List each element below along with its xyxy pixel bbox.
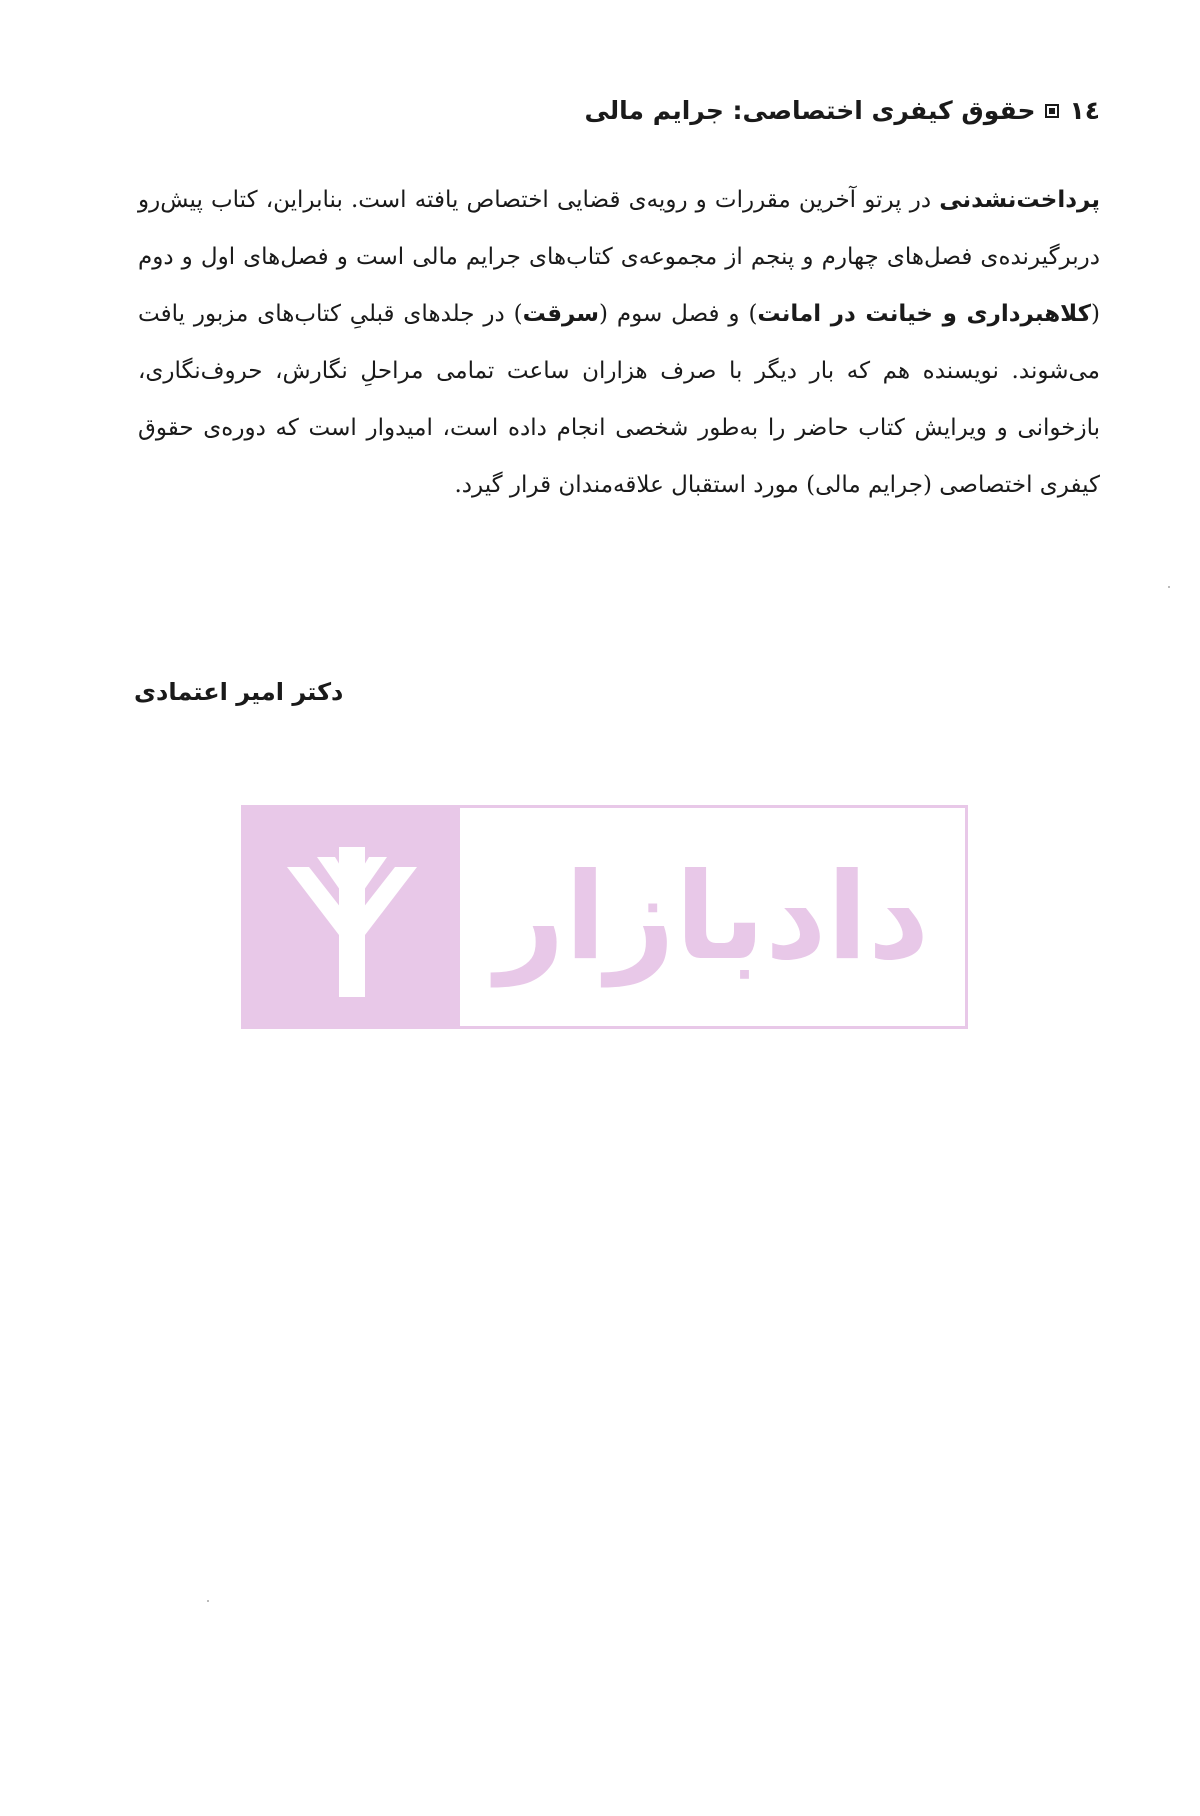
square-bullet-icon <box>1045 104 1059 118</box>
watermark <box>241 805 968 1029</box>
scan-speck <box>207 1600 209 1602</box>
dadbazar-logo-icon <box>277 827 427 1007</box>
watermark-logo-box <box>244 808 460 1026</box>
page-number: ١٤ <box>1069 96 1100 125</box>
page-header <box>584 96 1100 125</box>
text-run: ) در جلدهای قبلیِ کتاب‌های مزبور یافت می‌شوند. نویسنده هم که بار دیگر با صرف هزاران ساعت تمامی مراحلِ نگارش، حروف‌نگاری، بازخوانی و ویرایش کتاب حاضر را به‌طور شخصی انجام داده است، امیدوار است که دوره‌ی حقوق کیفری اختصاصی (جرایم مالی) مورد استقبال علاقه‌مندان قرار گیرد. <box>138 301 1100 498</box>
paragraph-text <box>138 172 1100 514</box>
watermark-text: دادبازار <box>495 847 930 987</box>
running-title: حقوق کیفری اختصاصی: جرایم مالی <box>584 96 1036 125</box>
scan-speck <box>1168 586 1170 588</box>
bold-term: کلاهبرداری و خیانت در امانت <box>757 301 1092 327</box>
text-run: در پرتو آخرین مقررات و رویه‌ی قضایی اختصاص یافته است. بنابراین، کتاب پیش‌رو دربرگیرنده‌ی فصل‌های چهارم و پنجم از مجموعه‌ی کتاب‌های جرایم مالی است و فصل‌های اول و دوم ( <box>138 187 1100 327</box>
author-signature: دکتر امیر اعتمادی <box>134 678 344 706</box>
bold-term: پرداخت‌نشدنی <box>939 187 1100 213</box>
bold-term: سرقت <box>522 301 599 327</box>
body-paragraph <box>138 172 1100 514</box>
text-run: ) و فصل سوم ( <box>598 301 758 327</box>
